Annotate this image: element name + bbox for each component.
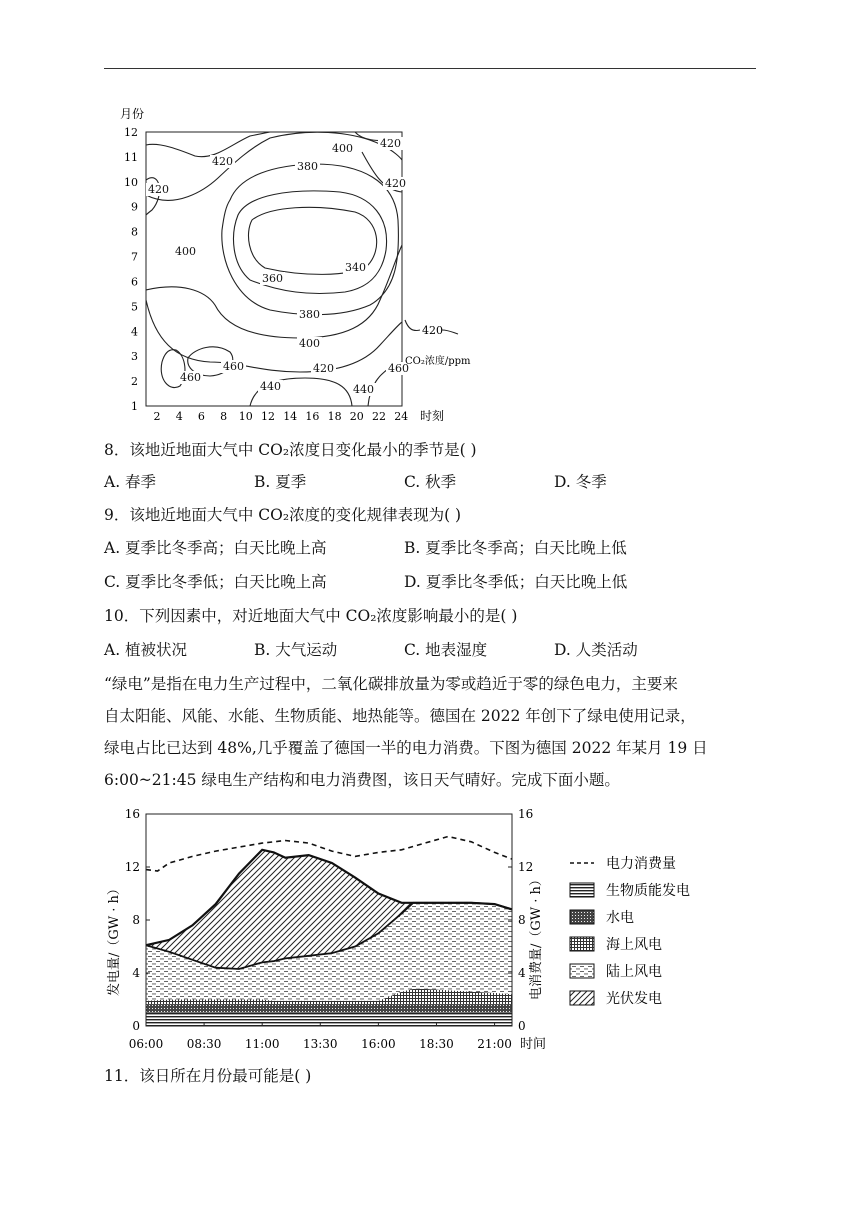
energy-xlabel: 时间: [520, 1037, 547, 1052]
legend-hydro: 水电: [606, 910, 634, 926]
question-10-stem: 10．下列因素中，对近地面大气中 CO₂浓度影响最小的是( ): [104, 607, 518, 625]
contour-label: 460: [180, 371, 201, 384]
green-power-chart: [100, 800, 720, 1062]
contour-x-tick: 22: [372, 410, 386, 423]
contour-y-tick: 2: [131, 375, 138, 389]
contour-label: 420: [212, 155, 233, 168]
legend-hydro-swatch: [570, 910, 594, 924]
contour-x-tick: 2: [153, 410, 161, 423]
contour-x-title: 时刻: [420, 409, 445, 423]
legend-co2-label: CO₂浓度/ppm: [405, 356, 471, 367]
energy-y-tick-left: 16: [124, 807, 140, 821]
energy-x-tick: 11:00: [244, 1037, 280, 1051]
legend-solar: 光伏发电: [606, 991, 662, 1007]
contour-y-tick: 12: [124, 126, 138, 139]
header-rule: [104, 68, 756, 69]
energy-y-tick-right: 8: [518, 913, 526, 927]
contour-x-tick: 16: [305, 410, 320, 423]
contour-x-tick: 8: [220, 410, 228, 423]
q10-option-a[interactable]: A. 植被状况: [104, 641, 188, 659]
contour-y-tick: 1: [131, 400, 138, 413]
contour-x-tick: 14: [283, 410, 298, 423]
energy-x-tick: 08:30: [186, 1037, 222, 1051]
q10-option-c[interactable]: C. 地表湿度: [404, 641, 488, 659]
hydro-area: [146, 1005, 512, 1013]
passage-line-1: “绿电”是指在电力生产过程中，二氧化碳排放量为零或趋近于零的绿色电力，主要来: [104, 675, 678, 693]
passage-line-3: 绿电占比已达到 48%,几乎覆盖了德国一半的电力消费。下图为德国 2022 年某月 19 日: [104, 739, 708, 757]
contour-label: 380: [299, 308, 320, 321]
energy-y-tick-right: 4: [518, 966, 526, 980]
contour-label: 460: [223, 360, 244, 373]
q8-option-a[interactable]: A. 春季: [104, 473, 157, 491]
contour-y-tick: 8: [131, 225, 138, 239]
contour-label: 360: [262, 272, 283, 285]
passage: [104, 668, 756, 796]
q8-option-b[interactable]: B. 夏季: [254, 473, 307, 491]
contour-x-tick: 10: [238, 410, 253, 423]
energy-ylabel-left: 发电量/（GW · h）: [107, 882, 122, 996]
contour-label: 440: [353, 383, 374, 396]
contour-y-tick: 5: [131, 300, 138, 314]
contour-y-tick: 6: [131, 275, 138, 289]
q8-option-d[interactable]: D. 冬季: [554, 473, 607, 491]
legend-onshore-wind: 陆上风电: [606, 964, 662, 980]
energy-y-tick-left: 0: [132, 1019, 140, 1033]
q8-option-c[interactable]: C. 秋季: [404, 473, 457, 491]
contour-x-tick: 24: [394, 410, 409, 423]
contour-x-tick: 12: [261, 410, 275, 423]
contour-x-tick: 18: [327, 410, 342, 423]
question-11-stem: 11．该日所在月份最可能是( ): [104, 1067, 312, 1085]
legend-biomass: 生物质能发电: [606, 883, 690, 899]
legend-offshore-wind-swatch: [570, 937, 594, 951]
biomass-area: [146, 1013, 512, 1026]
legend-onshore-wind-swatch: [570, 964, 594, 978]
q9-option-b[interactable]: B. 夏季比冬季高；白天比晚上低: [404, 539, 627, 557]
passage-line-4: 6:00~21:45 绿电生产结构和电力消费图，该日天气晴好。完成下面小题。: [104, 771, 620, 789]
contour-label: 400: [175, 245, 196, 258]
contour-y-tick: 7: [131, 250, 138, 264]
legend-biomass-swatch: [570, 883, 594, 897]
energy-x-tick: 21:00: [477, 1037, 512, 1051]
contour-label: 460: [388, 362, 409, 375]
energy-x-tick: 13:30: [302, 1037, 338, 1051]
contour-label: 400: [332, 142, 353, 155]
energy-x-tick: 16:00: [361, 1037, 396, 1051]
contour-label: 400: [299, 337, 320, 350]
contour-label: 380: [297, 160, 318, 173]
energy-x-tick: 06:00: [128, 1037, 164, 1051]
contour-label: 340: [345, 261, 366, 274]
q10-option-b[interactable]: B. 大气运动: [254, 641, 338, 659]
q9-option-a[interactable]: A. 夏季比冬季高；白天比晚上高: [104, 539, 327, 557]
contour-label: 420: [380, 137, 401, 150]
legend-solar-swatch: [570, 991, 594, 1005]
contour-label: 420: [313, 362, 334, 375]
contour-x-tick: 4: [175, 410, 183, 423]
q10-option-d[interactable]: D. 人类活动: [554, 641, 638, 659]
question-9-stem: 9．该地近地面大气中 CO₂浓度的变化规律表现为( ): [104, 506, 462, 524]
contour-y-tick: 10: [124, 175, 138, 189]
legend-contour-sample-right: [442, 330, 458, 334]
legend-consumption: 电力消费量: [606, 856, 676, 872]
energy-y-tick-left: 12: [124, 860, 140, 874]
contour-label: 440: [260, 380, 281, 393]
contour-y-tick: 9: [131, 200, 138, 214]
contour-x-tick: 20: [349, 410, 364, 423]
energy-y-tick-left: 8: [132, 913, 140, 927]
energy-y-tick-right: 16: [518, 807, 534, 821]
legend-contour-sample-left: [405, 320, 420, 331]
q9-option-d[interactable]: D. 夏季比冬季低；白天比晚上低: [404, 573, 628, 591]
contour-y-tick: 3: [131, 350, 138, 364]
energy-y-tick-right: 0: [518, 1019, 526, 1033]
energy-x-tick: 18:30: [419, 1037, 454, 1051]
contour-y-tick: 4: [131, 325, 138, 339]
q9-option-c[interactable]: C. 夏季比冬季低；白天比晚上高: [104, 573, 327, 591]
contour-x-tick: 6: [197, 410, 205, 423]
legend-contour-value: 420: [422, 324, 443, 337]
question-8-stem: 8．该地近地面大气中 CO₂浓度日变化最小的季节是( ): [104, 441, 477, 459]
energy-y-tick-right: 12: [518, 860, 534, 874]
contour-label: 420: [148, 183, 169, 196]
energy-ylabel-right: 电消费量/（GW · h）: [529, 873, 544, 1000]
contour-label: 420: [385, 177, 406, 190]
contour-y-tick: 11: [124, 150, 138, 164]
contour-y-title: 月份: [120, 107, 145, 121]
co2-contour-chart: [100, 100, 480, 430]
legend-offshore-wind: 海上风电: [606, 937, 662, 953]
energy-y-tick-left: 4: [132, 966, 140, 980]
passage-line-2: 自太阳能、风能、水能、生物质能、地热能等。德国在 2022 年创下了绿电使用记录，: [104, 707, 696, 725]
